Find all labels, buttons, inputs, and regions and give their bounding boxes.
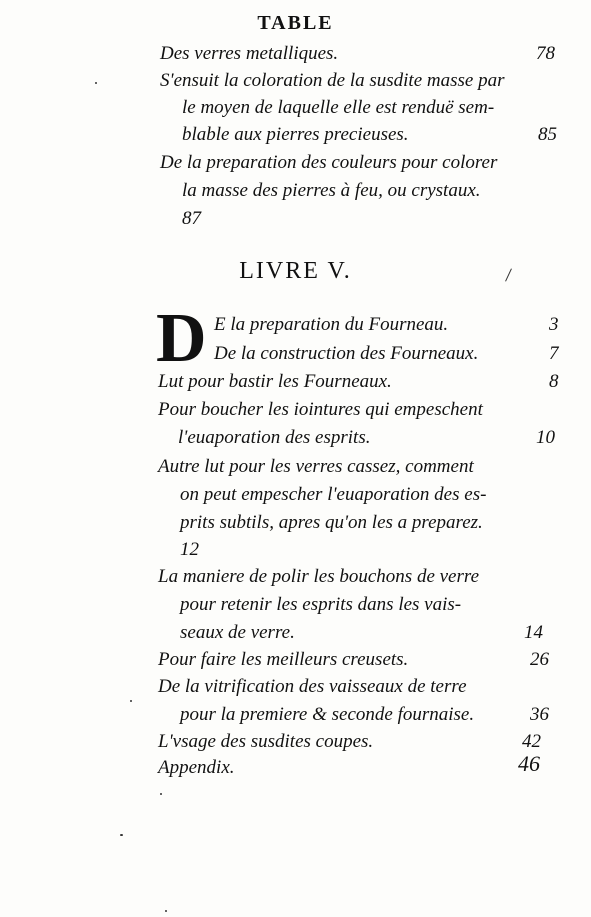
toc-line: on peut empescher l'euaporation des es-: [180, 484, 487, 505]
toc-line: L'vsage des susdites coupes.: [158, 731, 374, 752]
toc-line: Pour faire les meilleurs creusets.: [158, 649, 409, 670]
scan-speck: [95, 82, 97, 84]
toc-page-number: 36: [530, 704, 549, 725]
toc-page-number: 85: [538, 124, 557, 145]
scan-speck: [130, 700, 132, 702]
toc-line: La maniere de polir les bouchons de verre: [158, 566, 480, 587]
toc-page-number: 3: [549, 314, 559, 335]
toc-line: blable aux pierres precieuses.: [182, 124, 409, 145]
toc-line: le moyen de laquelle elle est renduë sem-: [182, 97, 495, 118]
toc-page-number: 7: [549, 343, 559, 364]
toc-line: S'ensuit la coloration de la susdite masse par: [160, 70, 505, 91]
toc-line: Autre lut pour les verres cassez, comment: [158, 456, 474, 477]
toc-page-number: 46: [518, 751, 540, 776]
toc-page-number: 14: [524, 622, 543, 643]
section-title: LIVRE V.: [239, 258, 352, 284]
toc-page-number: 78: [536, 43, 555, 64]
toc-line: 12: [180, 539, 199, 560]
toc-line: la masse des pierres à feu, ou crystaux.: [182, 180, 481, 201]
scan-speck: [160, 793, 162, 795]
toc-line: prits subtils, apres qu'on les a preparez.: [180, 512, 483, 533]
toc-line: E la preparation du Fourneau.: [214, 314, 449, 335]
toc-line: Pour boucher les iointures qui empeschent: [158, 399, 483, 420]
toc-page-number: 10: [536, 427, 555, 448]
scan-speck: [120, 834, 123, 836]
toc-line: seaux de verre.: [180, 622, 295, 643]
toc-line: pour retenir les esprits dans les vais-: [180, 594, 462, 615]
toc-line: De la preparation des couleurs pour colorer: [160, 152, 498, 173]
scan-speck: [165, 910, 167, 912]
toc-line: l'euaporation des esprits.: [178, 427, 371, 448]
toc-line: Appendix.: [158, 757, 235, 778]
toc-page-number: 42: [522, 731, 541, 752]
toc-line: 87: [182, 208, 201, 229]
toc-line: Des verres metalliques.: [160, 43, 339, 64]
toc-page-number: 8: [549, 371, 559, 392]
toc-line: De la vitrification des vaisseaux de terre: [158, 676, 467, 697]
page-header: TABLE: [257, 12, 334, 34]
toc-line: Lut pour bastir les Fourneaux.: [158, 371, 392, 392]
toc-line: De la construction des Fourneaux.: [214, 343, 479, 364]
drop-cap: D: [156, 300, 207, 377]
toc-page-number: 26: [530, 649, 549, 670]
toc-line: pour la premiere & seconde fournaise.: [180, 704, 475, 725]
